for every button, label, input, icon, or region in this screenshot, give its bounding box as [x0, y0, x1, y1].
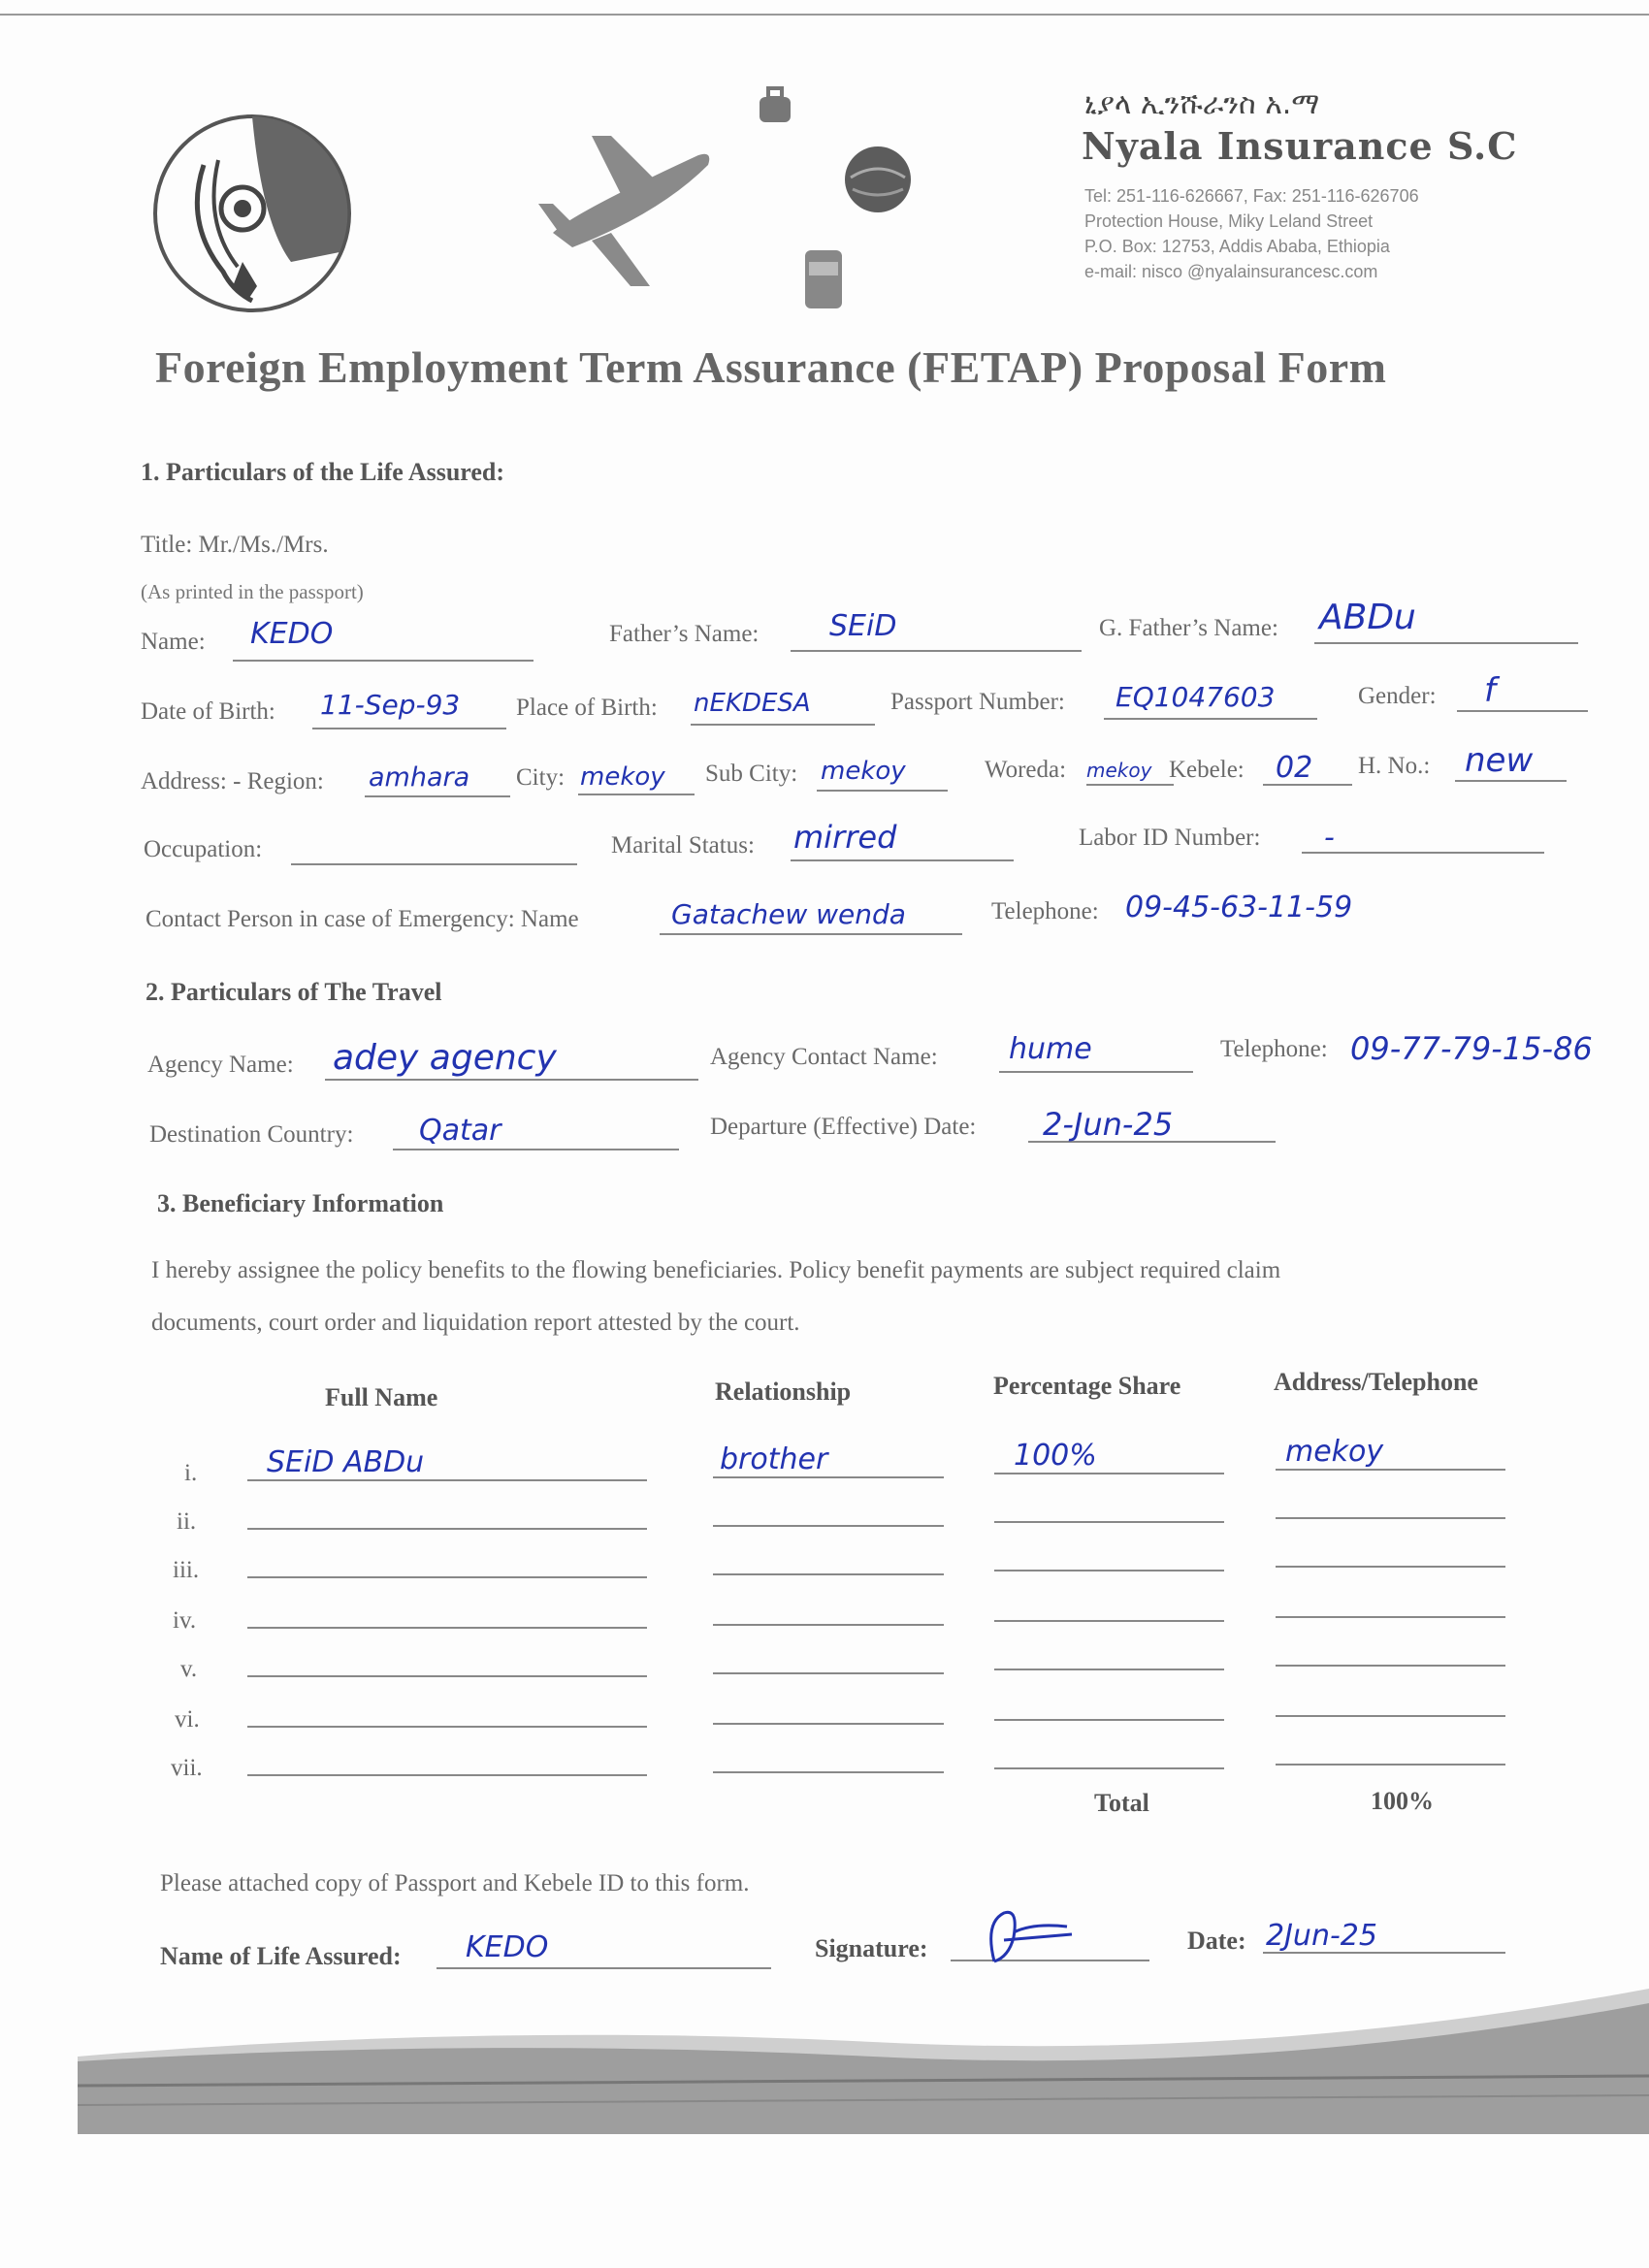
region-label: Address: - Region:	[141, 768, 324, 794]
pob-line	[691, 724, 875, 726]
beneficiary-address[interactable]: mekoy	[1285, 1435, 1384, 1469]
signature-label: Signature:	[815, 1934, 928, 1962]
address-line[interactable]	[1276, 1566, 1505, 1568]
emergency-contact-value[interactable]: Gatachew wenda	[671, 898, 906, 930]
house-number-label: H. No.:	[1358, 753, 1431, 779]
house-number-line	[1455, 780, 1567, 782]
agency-contact-label: Agency Contact Name:	[710, 1044, 938, 1070]
woreda-label: Woreda:	[985, 757, 1067, 783]
full-name-line[interactable]	[247, 1627, 647, 1629]
life-assured-value[interactable]: KEDO	[466, 1930, 549, 1964]
labor-id-value[interactable]: -	[1324, 821, 1335, 855]
pob-label: Place of Birth:	[516, 695, 658, 721]
city-label: City:	[516, 764, 566, 791]
share-line[interactable]	[994, 1767, 1224, 1769]
agency-contact-value[interactable]: hume	[1009, 1032, 1092, 1066]
company-address-1: Protection House, Miky Leland Street	[1084, 211, 1374, 231]
marital-status-line	[791, 859, 1014, 861]
beneficiary-relationship[interactable]: brother	[720, 1442, 828, 1476]
total-value: 100%	[1371, 1787, 1434, 1815]
region-line	[365, 795, 510, 797]
relationship-line[interactable]	[713, 1573, 944, 1575]
gfather-name-label: G. Father’s Name:	[1099, 615, 1278, 641]
agency-name-label: Agency Name:	[147, 1052, 294, 1078]
row-number: vii.	[171, 1755, 203, 1781]
name-label: Name:	[141, 629, 206, 655]
marital-status-value[interactable]: mirred	[793, 819, 897, 856]
agency-contact-line	[999, 1071, 1193, 1073]
footer-swoosh	[0, 1950, 1649, 2192]
full-name-line[interactable]	[247, 1726, 647, 1728]
name-line	[233, 660, 534, 662]
row-number: i.	[184, 1460, 198, 1486]
region-value[interactable]: amhara	[369, 762, 470, 793]
destination-value[interactable]: Qatar	[419, 1114, 501, 1148]
company-tel: Tel: 251-116-626667, Fax: 251-116-626706	[1084, 186, 1419, 206]
gfather-name-value[interactable]: ABDu	[1319, 598, 1416, 637]
address-line[interactable]	[1276, 1764, 1505, 1766]
full-name-line[interactable]	[247, 1576, 647, 1578]
labor-id-line	[1302, 852, 1544, 854]
departure-date-label: Departure (Effective) Date:	[710, 1114, 977, 1140]
kebele-label: Kebele:	[1169, 757, 1245, 783]
relationship-line[interactable]	[713, 1771, 944, 1773]
gender-label: Gender:	[1358, 683, 1437, 709]
emergency-contact-label: Contact Person in case of Emergency: Name	[146, 906, 579, 932]
row-number: ii.	[177, 1508, 197, 1535]
dob-label: Date of Birth:	[141, 698, 275, 725]
destination-label: Destination Country:	[149, 1121, 354, 1148]
house-number-value[interactable]: new	[1465, 741, 1534, 780]
attachment-note: Please attached copy of Passport and Kebele ID to this form.	[160, 1870, 750, 1896]
passport-line	[1104, 718, 1317, 720]
agency-telephone-value[interactable]: 09-77-79-15-86	[1350, 1030, 1593, 1067]
full-name-line[interactable]	[247, 1675, 647, 1677]
share-line	[994, 1473, 1224, 1474]
gender-line	[1457, 710, 1588, 712]
share-line[interactable]	[994, 1570, 1224, 1571]
company-logo	[146, 107, 359, 320]
city-line	[578, 794, 695, 795]
globe-icon	[839, 141, 917, 218]
subcity-line	[817, 790, 948, 792]
relationship-line[interactable]	[713, 1624, 944, 1626]
company-email: e-mail: nisco @nyalainsurancesc.com	[1084, 262, 1378, 281]
address-line[interactable]	[1276, 1665, 1505, 1667]
woreda-line	[1086, 784, 1174, 786]
father-name-line	[791, 650, 1082, 652]
occupation-line	[291, 863, 577, 865]
passport-label: Passport Number:	[890, 689, 1065, 715]
share-line[interactable]	[994, 1669, 1224, 1670]
title-label: Title: Mr./Ms./Mrs.	[141, 532, 329, 558]
occupation-label: Occupation:	[144, 836, 263, 862]
share-line[interactable]	[994, 1620, 1224, 1622]
name-value[interactable]: KEDO	[250, 617, 334, 651]
relationship-line[interactable]	[713, 1672, 944, 1674]
destination-line	[393, 1149, 679, 1150]
marital-status-label: Marital Status:	[611, 832, 755, 859]
date-label: Date:	[1187, 1927, 1246, 1955]
company-address-2: P.O. Box: 12753, Addis Ababa, Ethiopia	[1084, 237, 1390, 256]
dob-line	[312, 728, 506, 729]
beneficiary-statement-line-1: I hereby assignee the policy benefits to the flowing beneficiaries. Policy benefit payments are subject required claim	[151, 1257, 1281, 1283]
agency-name-value[interactable]: adey agency	[333, 1038, 557, 1078]
emergency-contact-line	[660, 933, 962, 935]
airplane-icon	[534, 126, 718, 291]
section-2-heading: 2. Particulars of The Travel	[146, 978, 442, 1006]
column-address-telephone: Address/Telephone	[1274, 1368, 1478, 1396]
scan-top-edge	[0, 14, 1649, 16]
column-relationship: Relationship	[715, 1377, 852, 1406]
labor-id-label: Labor ID Number:	[1079, 825, 1261, 851]
passport-value[interactable]: EQ1047603	[1116, 681, 1276, 713]
kebele-value[interactable]: 02	[1276, 751, 1313, 785]
beneficiary-share[interactable]: 100%	[1014, 1439, 1097, 1473]
company-name: Nyala Insurance S.C	[1082, 124, 1518, 168]
beneficiary-full-name[interactable]: SEiD ABDu	[267, 1445, 425, 1479]
form-title: Foreign Employment Term Assurance (FETAP) Proposal Form	[155, 342, 1387, 392]
agency-name-line	[325, 1079, 698, 1081]
life-assured-label: Name of Life Assured:	[160, 1942, 402, 1970]
column-full-name: Full Name	[325, 1383, 438, 1411]
section-3-heading: 3. Beneficiary Information	[157, 1189, 444, 1217]
passport-icon	[795, 243, 854, 320]
agency-telephone-label: Telephone:	[1220, 1036, 1328, 1062]
beneficiary-statement-line-2: documents, court order and liquidation report attested by the court.	[151, 1310, 800, 1336]
subcity-label: Sub City:	[705, 761, 798, 787]
full-name-line[interactable]	[247, 1774, 647, 1776]
emergency-telephone-label: Telephone:	[991, 898, 1099, 924]
full-name-line	[247, 1479, 647, 1481]
pob-value[interactable]: nEKDESA	[694, 689, 811, 718]
city-value[interactable]: mekoy	[580, 762, 665, 792]
full-name-line[interactable]	[247, 1528, 647, 1530]
departure-date-value[interactable]: 2-Jun-25	[1043, 1106, 1174, 1143]
father-name-value[interactable]: SEiD	[829, 609, 897, 643]
address-line	[1276, 1469, 1505, 1471]
row-number: vi.	[175, 1706, 200, 1733]
relationship-line	[713, 1476, 944, 1478]
share-line[interactable]	[994, 1521, 1224, 1523]
luggage-icon	[752, 82, 800, 131]
gender-value[interactable]: f	[1484, 671, 1496, 710]
section-1-heading: 1. Particulars of the Life Assured:	[141, 458, 505, 486]
woreda-value[interactable]: mekoy	[1086, 759, 1152, 782]
relationship-line[interactable]	[713, 1723, 944, 1725]
relationship-line[interactable]	[713, 1525, 944, 1527]
row-number: iv.	[173, 1607, 197, 1634]
date-value[interactable]: 2Jun-25	[1266, 1919, 1377, 1953]
address-line[interactable]	[1276, 1715, 1505, 1717]
row-number: v.	[180, 1656, 198, 1682]
address-line[interactable]	[1276, 1616, 1505, 1618]
subcity-value[interactable]: mekoy	[821, 757, 906, 786]
emergency-telephone-value[interactable]: 09-45-63-11-59	[1125, 891, 1353, 924]
column-percentage-share: Percentage Share	[993, 1372, 1181, 1400]
company-amharic-name: ኒያላ ኢንሹራንስ አ.ማ	[1084, 87, 1320, 121]
total-label: Total	[1094, 1789, 1149, 1817]
gfather-name-line	[1314, 642, 1578, 644]
address-line[interactable]	[1276, 1517, 1505, 1519]
father-name-label: Father’s Name:	[609, 621, 760, 647]
row-number: iii.	[173, 1557, 200, 1583]
dob-value[interactable]: 11-Sep-93	[320, 689, 461, 721]
share-line[interactable]	[994, 1719, 1224, 1721]
passport-note: (As printed in the passport)	[141, 580, 364, 603]
